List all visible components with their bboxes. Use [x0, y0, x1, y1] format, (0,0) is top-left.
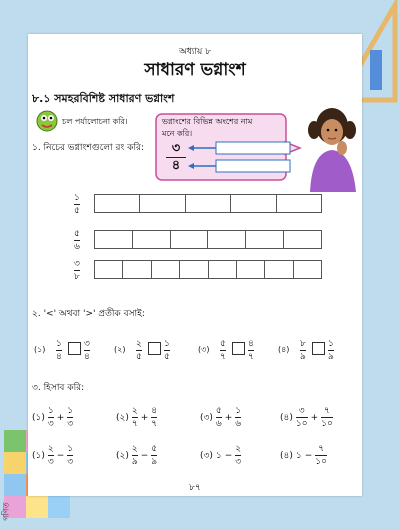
denominator: ৩ — [47, 419, 54, 429]
numerator: ২ — [47, 444, 54, 454]
fraction-bar — [235, 417, 241, 418]
bar-cell[interactable] — [140, 195, 185, 212]
fraction-bar — [315, 455, 327, 456]
mascot-icon — [36, 110, 58, 132]
q1-fraction — [74, 193, 80, 216]
denominator: ৩ — [67, 419, 74, 429]
operator: + — [310, 412, 319, 423]
numerator: ১ — [235, 406, 242, 416]
numerator: ৭ — [318, 444, 325, 454]
operator: − — [304, 450, 313, 461]
denominator: ৯ — [131, 457, 138, 467]
numerator: ২ — [131, 444, 138, 454]
compare-fraction-b — [248, 339, 254, 362]
operator: − — [224, 450, 233, 461]
textbook-page — [28, 34, 362, 496]
denominator: ৮ — [74, 272, 80, 282]
fraction-bar — [67, 417, 73, 418]
numerator: ১ — [74, 193, 80, 203]
numerator: ১ — [164, 339, 170, 349]
denominator: ৭ — [220, 352, 226, 362]
callout-numerator: ৩ — [171, 141, 181, 156]
fraction-bar — [296, 417, 308, 418]
bar-cell[interactable] — [180, 261, 208, 278]
calc-expression — [200, 406, 241, 429]
fraction-bar — [48, 417, 54, 418]
denominator: ৩ — [47, 457, 54, 467]
item-index: (৪) — [280, 451, 293, 461]
denominator: ১০ — [315, 457, 327, 467]
compare-fraction-a — [136, 339, 142, 362]
denominator: ৭ — [248, 352, 254, 362]
fraction-bar — [67, 455, 73, 456]
fraction-bar — [328, 350, 334, 351]
compare-fraction-a — [220, 339, 226, 362]
fraction-bar — [164, 350, 170, 351]
numerator: ৩ — [84, 339, 90, 349]
item-index: (৩) — [200, 413, 213, 423]
operand-a — [48, 444, 54, 467]
numerator: ১ — [67, 406, 74, 416]
item-index: (২) — [116, 413, 129, 423]
numerator: ১ — [328, 339, 334, 349]
q2-label: ২. '<' অথবা '>' প্রতীক বসাই: — [32, 309, 145, 319]
calc-expression — [280, 406, 333, 429]
fraction-bar — [151, 417, 157, 418]
fraction-bar-row — [94, 230, 322, 249]
operand-a — [132, 444, 138, 467]
denominator: ৬ — [74, 242, 80, 252]
compare-fraction-b — [164, 339, 170, 362]
fraction-bar-row — [94, 194, 322, 213]
denominator: ৪ — [84, 352, 90, 362]
operand-b — [67, 444, 73, 467]
compare-answer-box[interactable] — [148, 342, 161, 355]
numerator: ১ — [47, 406, 54, 416]
denominator: ৩ — [235, 457, 242, 467]
fraction-bar — [132, 417, 138, 418]
item-index: (১) — [32, 413, 45, 423]
operand-a — [296, 406, 308, 429]
numerator: ৪ — [248, 339, 254, 349]
fraction-bar — [74, 240, 80, 241]
bar-cell[interactable] — [152, 261, 180, 278]
denominator: ৯ — [151, 457, 158, 467]
bar-cell[interactable] — [123, 261, 151, 278]
calc-expression — [200, 444, 241, 467]
numerator: ২ — [136, 339, 142, 349]
numerator: ৪ — [151, 406, 158, 416]
numerator: ২ — [131, 406, 138, 416]
callout-fraction — [166, 142, 186, 173]
numerator: ৫ — [151, 444, 158, 454]
page-number: ৮৭ — [189, 483, 201, 493]
bar-cell[interactable] — [284, 231, 321, 248]
compare-answer-box[interactable] — [232, 342, 245, 355]
operator: − — [56, 450, 65, 461]
compare-fraction-a — [300, 339, 306, 362]
numerator: ১ — [56, 339, 62, 349]
bar-cell[interactable] — [171, 231, 209, 248]
operand-b — [315, 444, 327, 467]
denominator: ১০ — [321, 419, 333, 429]
numerator: ৭ — [324, 406, 330, 416]
compare-fraction-b — [84, 339, 90, 362]
bar-cell[interactable] — [237, 261, 265, 278]
fraction-bar — [235, 455, 241, 456]
review-text: চল পর্যালোচনা করি। — [62, 117, 128, 126]
fraction-bar — [56, 350, 62, 351]
calc-expression — [280, 444, 327, 467]
numerator: ৩ — [298, 406, 305, 416]
operator: − — [140, 450, 149, 461]
bar-cell[interactable] — [294, 261, 321, 278]
bar-cell[interactable] — [186, 195, 231, 212]
denominator: ৯ — [300, 352, 306, 362]
fraction-bar — [248, 350, 254, 351]
item-index: (৩) — [200, 451, 213, 461]
fraction-bar — [220, 350, 226, 351]
compare-answer-box[interactable] — [312, 342, 325, 355]
operator: + — [224, 412, 233, 423]
denominator: ৩ — [67, 457, 74, 467]
denominator: ৫ — [164, 352, 170, 362]
calc-expression — [32, 444, 73, 467]
fraction-bar — [216, 417, 222, 418]
fraction-bar — [151, 455, 157, 456]
denominator: ৫ — [74, 206, 80, 216]
operand-b — [235, 444, 241, 467]
fraction-bar — [84, 350, 90, 351]
denominator: ৬ — [215, 419, 222, 429]
bar-cell[interactable] — [208, 231, 246, 248]
operand-b — [321, 406, 333, 429]
callout-denominator: ৪ — [171, 158, 181, 173]
chapter-label: অধ্যায় ৮ — [178, 47, 212, 57]
bar-cell[interactable] — [95, 261, 123, 278]
fraction-bar — [132, 455, 138, 456]
item-index: (১) — [32, 451, 45, 461]
bar-cell[interactable] — [246, 231, 284, 248]
fraction-bar — [321, 417, 333, 418]
item-index: (২) — [114, 345, 126, 354]
item-index: (৪) — [280, 413, 293, 423]
calc-expression — [116, 406, 157, 429]
fraction-bar — [300, 350, 306, 351]
denominator: ১০ — [295, 419, 308, 429]
operator: + — [56, 412, 65, 423]
bar-cell[interactable] — [133, 231, 171, 248]
item-index: (৩) — [198, 345, 210, 354]
compare-fraction-a — [56, 339, 62, 362]
q1-fraction — [74, 259, 80, 282]
fraction-bar — [136, 350, 142, 351]
callout-text-2: মনে করি। — [162, 129, 193, 138]
section-title: ৮.১ সমহরবিশিষ্ট সাধারণ ভগ্নাংশ — [32, 92, 175, 105]
fraction-bar — [74, 204, 80, 205]
denominator: ৭ — [151, 419, 158, 429]
denominator: ৭ — [131, 419, 138, 429]
bar-cell[interactable] — [277, 195, 321, 212]
numerator: ৫ — [220, 339, 226, 349]
side-text: গণিত — [1, 502, 11, 521]
q3-label: ৩. হিসাব করি: — [32, 383, 85, 393]
operator: + — [140, 412, 149, 423]
fraction-bar — [48, 455, 54, 456]
item-index: (১) — [34, 345, 46, 354]
callout-arrows — [186, 140, 296, 176]
numerator: ৩ — [74, 259, 80, 269]
denominator: ৬ — [235, 419, 242, 429]
bar-cell[interactable] — [95, 231, 133, 248]
fraction-bar-row — [94, 260, 322, 279]
q1-label: ১. নিচের ভগ্নাংশগুলো রং করি: — [32, 143, 145, 153]
denominator: ৫ — [136, 352, 142, 362]
operand-a — [132, 406, 138, 429]
whole-number: ১ — [295, 451, 302, 461]
bar-cell[interactable] — [95, 195, 140, 212]
denominator: ৪ — [56, 352, 62, 362]
callout-text-1: ভগ্নাংশের বিভিন্ন অংশের নাম — [162, 117, 253, 126]
bar-cell[interactable] — [231, 195, 276, 212]
operand-b — [151, 444, 157, 467]
page-title: সাধারণ ভগ্নাংশ — [144, 60, 246, 80]
girl-illustration — [302, 102, 362, 192]
numerator: ২ — [235, 444, 242, 454]
operand-b — [67, 406, 73, 429]
bar-cell[interactable] — [209, 261, 237, 278]
item-index: (২) — [116, 451, 129, 461]
operand-a — [48, 406, 54, 429]
whole-number: ১ — [215, 451, 222, 461]
calc-expression — [32, 406, 73, 429]
operand-a — [216, 406, 222, 429]
operand-b — [235, 406, 241, 429]
compare-fraction-b — [328, 339, 334, 362]
numerator: ৫ — [215, 406, 222, 416]
numerator: ৮ — [300, 339, 306, 349]
calc-expression — [116, 444, 157, 467]
operand-b — [151, 406, 157, 429]
bar-cell[interactable] — [265, 261, 293, 278]
compare-answer-box[interactable] — [68, 342, 81, 355]
numerator: ১ — [67, 444, 74, 454]
fraction-bar — [74, 270, 80, 271]
item-index: (৪) — [278, 345, 290, 354]
denominator: ৯ — [328, 352, 334, 362]
q1-fraction — [74, 229, 80, 252]
numerator: ৫ — [74, 229, 80, 239]
